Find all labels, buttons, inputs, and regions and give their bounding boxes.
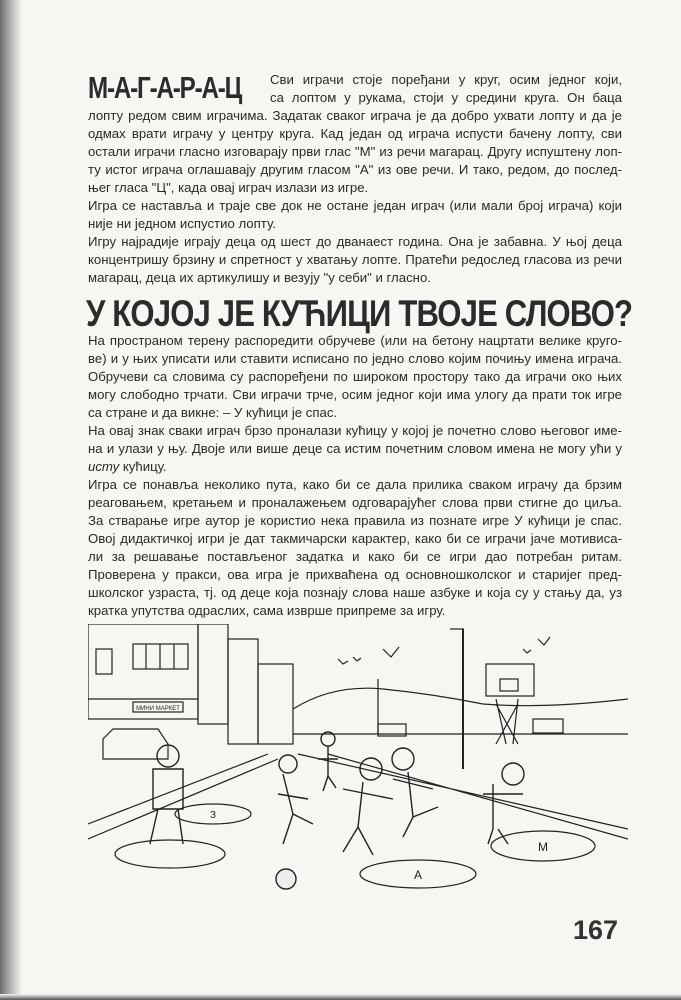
hopscotch-circles: [115, 804, 595, 888]
birds: [338, 637, 550, 664]
basketball-hoop: [486, 664, 534, 744]
text-line: Игра се наставља и траје све док не остане један играч (или мали број играча) који: [88, 198, 622, 213]
text-line: школског узраста, тј. од деце која познају слова наше азбуке и која су у стању да, уз: [88, 585, 622, 600]
circle-letter: З: [209, 810, 217, 821]
section-title-kucica: У КОЈОЈ ЈЕ КУЋИЦИ ТВОЈЕ СЛОВО?: [86, 293, 633, 334]
book-gutter-shadow: [0, 0, 22, 1000]
text-line: Игра се понавља неколико пута, како би се дала прилика сваком играчу да брзим: [88, 477, 622, 492]
children: [150, 732, 524, 889]
text-line: ли за решавање постављеног задатка и како би се игри дао потребан ритам.: [88, 549, 622, 564]
circle-letter: М: [538, 840, 548, 854]
text-line: концентришу брзину и спретност у хватању лопте. Пратећи редослед гласова из речи: [88, 252, 622, 267]
page-number: 167: [573, 915, 619, 945]
lamp-posts: [378, 629, 464, 769]
text-line: кратка упутства одраслих, сама изврше припреме за игру.: [88, 603, 446, 618]
text-line: Сви играчи стоје поређани у круг, осим једног који,: [270, 72, 622, 87]
text-line: [88, 458, 622, 476]
text-line: ту истог играча оглашавају другим гласом "А" из ове речи. И тако, редом, до послед-: [88, 162, 622, 177]
text-line: Обручеви са словима су распоређени по широком простору тако да играчи око њих: [88, 369, 622, 384]
text-line: њег гласа "Ц", када овај играч излази из игре.: [88, 180, 369, 195]
shop-sign-text: МИНИ МАРКЕТ: [136, 706, 180, 712]
text-line: одмах врати играчу у центру круга. Кад један од играча испусти бачену лопту, сви: [88, 126, 622, 141]
text-line: ве) и у њих уписати или ставити исписано по једно слово којим почињу имена играча.: [88, 351, 622, 366]
text-line: На овај знак сваки играч брзо проналази кућицу у којој је почетно слово његовог име-: [88, 423, 622, 438]
section2-body: [88, 332, 622, 620]
illustration-kids-playing: [88, 624, 628, 904]
text-line: могу слободно трчати. Сви играчи трче, осим једног који има улогу да прати ток игре: [88, 387, 622, 402]
text-line: са стране и да викне: – У кућици је спас.: [88, 405, 338, 420]
italic-word: исту: [88, 459, 120, 474]
buildings: [88, 624, 293, 759]
intro-lines: [270, 71, 622, 107]
text-line: није ни једном испустио лопту.: [88, 216, 276, 231]
text-line: остали играчи гласно изговарају први глас "М" из речи магарац. Другу испуштену лоп-: [88, 144, 622, 159]
text-line: лопту редом свим играчима. Задатак сваког играча је да добро ухвати лопту и да је: [88, 108, 622, 123]
text-line: Проверена у пракси, ова игра је прихваћена од основношколског и старијег пред-: [88, 567, 622, 582]
circle-letter: А: [413, 868, 423, 882]
text-line: на и улази у њу. Двоје или више деце са истим почетним словом имена не могу ући у: [88, 441, 622, 456]
text-line: За стварање игре аутор је користио нека правила из познате игре У кућици је спас.: [88, 513, 622, 528]
text-line: Игру најрадије играју деца од шест до дванаест година. Она је забавна. У њој деца: [88, 234, 622, 249]
text-line: магарац, деца их артикулишу и везују "у себи" и гласно.: [88, 270, 431, 285]
section1-body: [88, 107, 622, 287]
text-fragment: кућицу.: [119, 459, 167, 474]
text-line: Овој дидактичкој игри је дат такмичарски карактер, како би се играчи јаче мотивиса-: [88, 531, 622, 546]
section-title-magarac: М-А-Г-А-Р-А-Ц: [88, 70, 242, 105]
page-edge-shadow: [0, 994, 681, 1000]
text-line: реаговањем, кретањем и проналажењем одговарајућег слова први стигне до циља.: [88, 495, 622, 510]
text-line: На пространом терену распоредити обручеве (или на бетону нацртати велике круго-: [88, 333, 622, 348]
background-hills: [293, 688, 628, 736]
text-line: са лоптом у рукама, стоји у средини круга. Он баца: [270, 90, 622, 105]
